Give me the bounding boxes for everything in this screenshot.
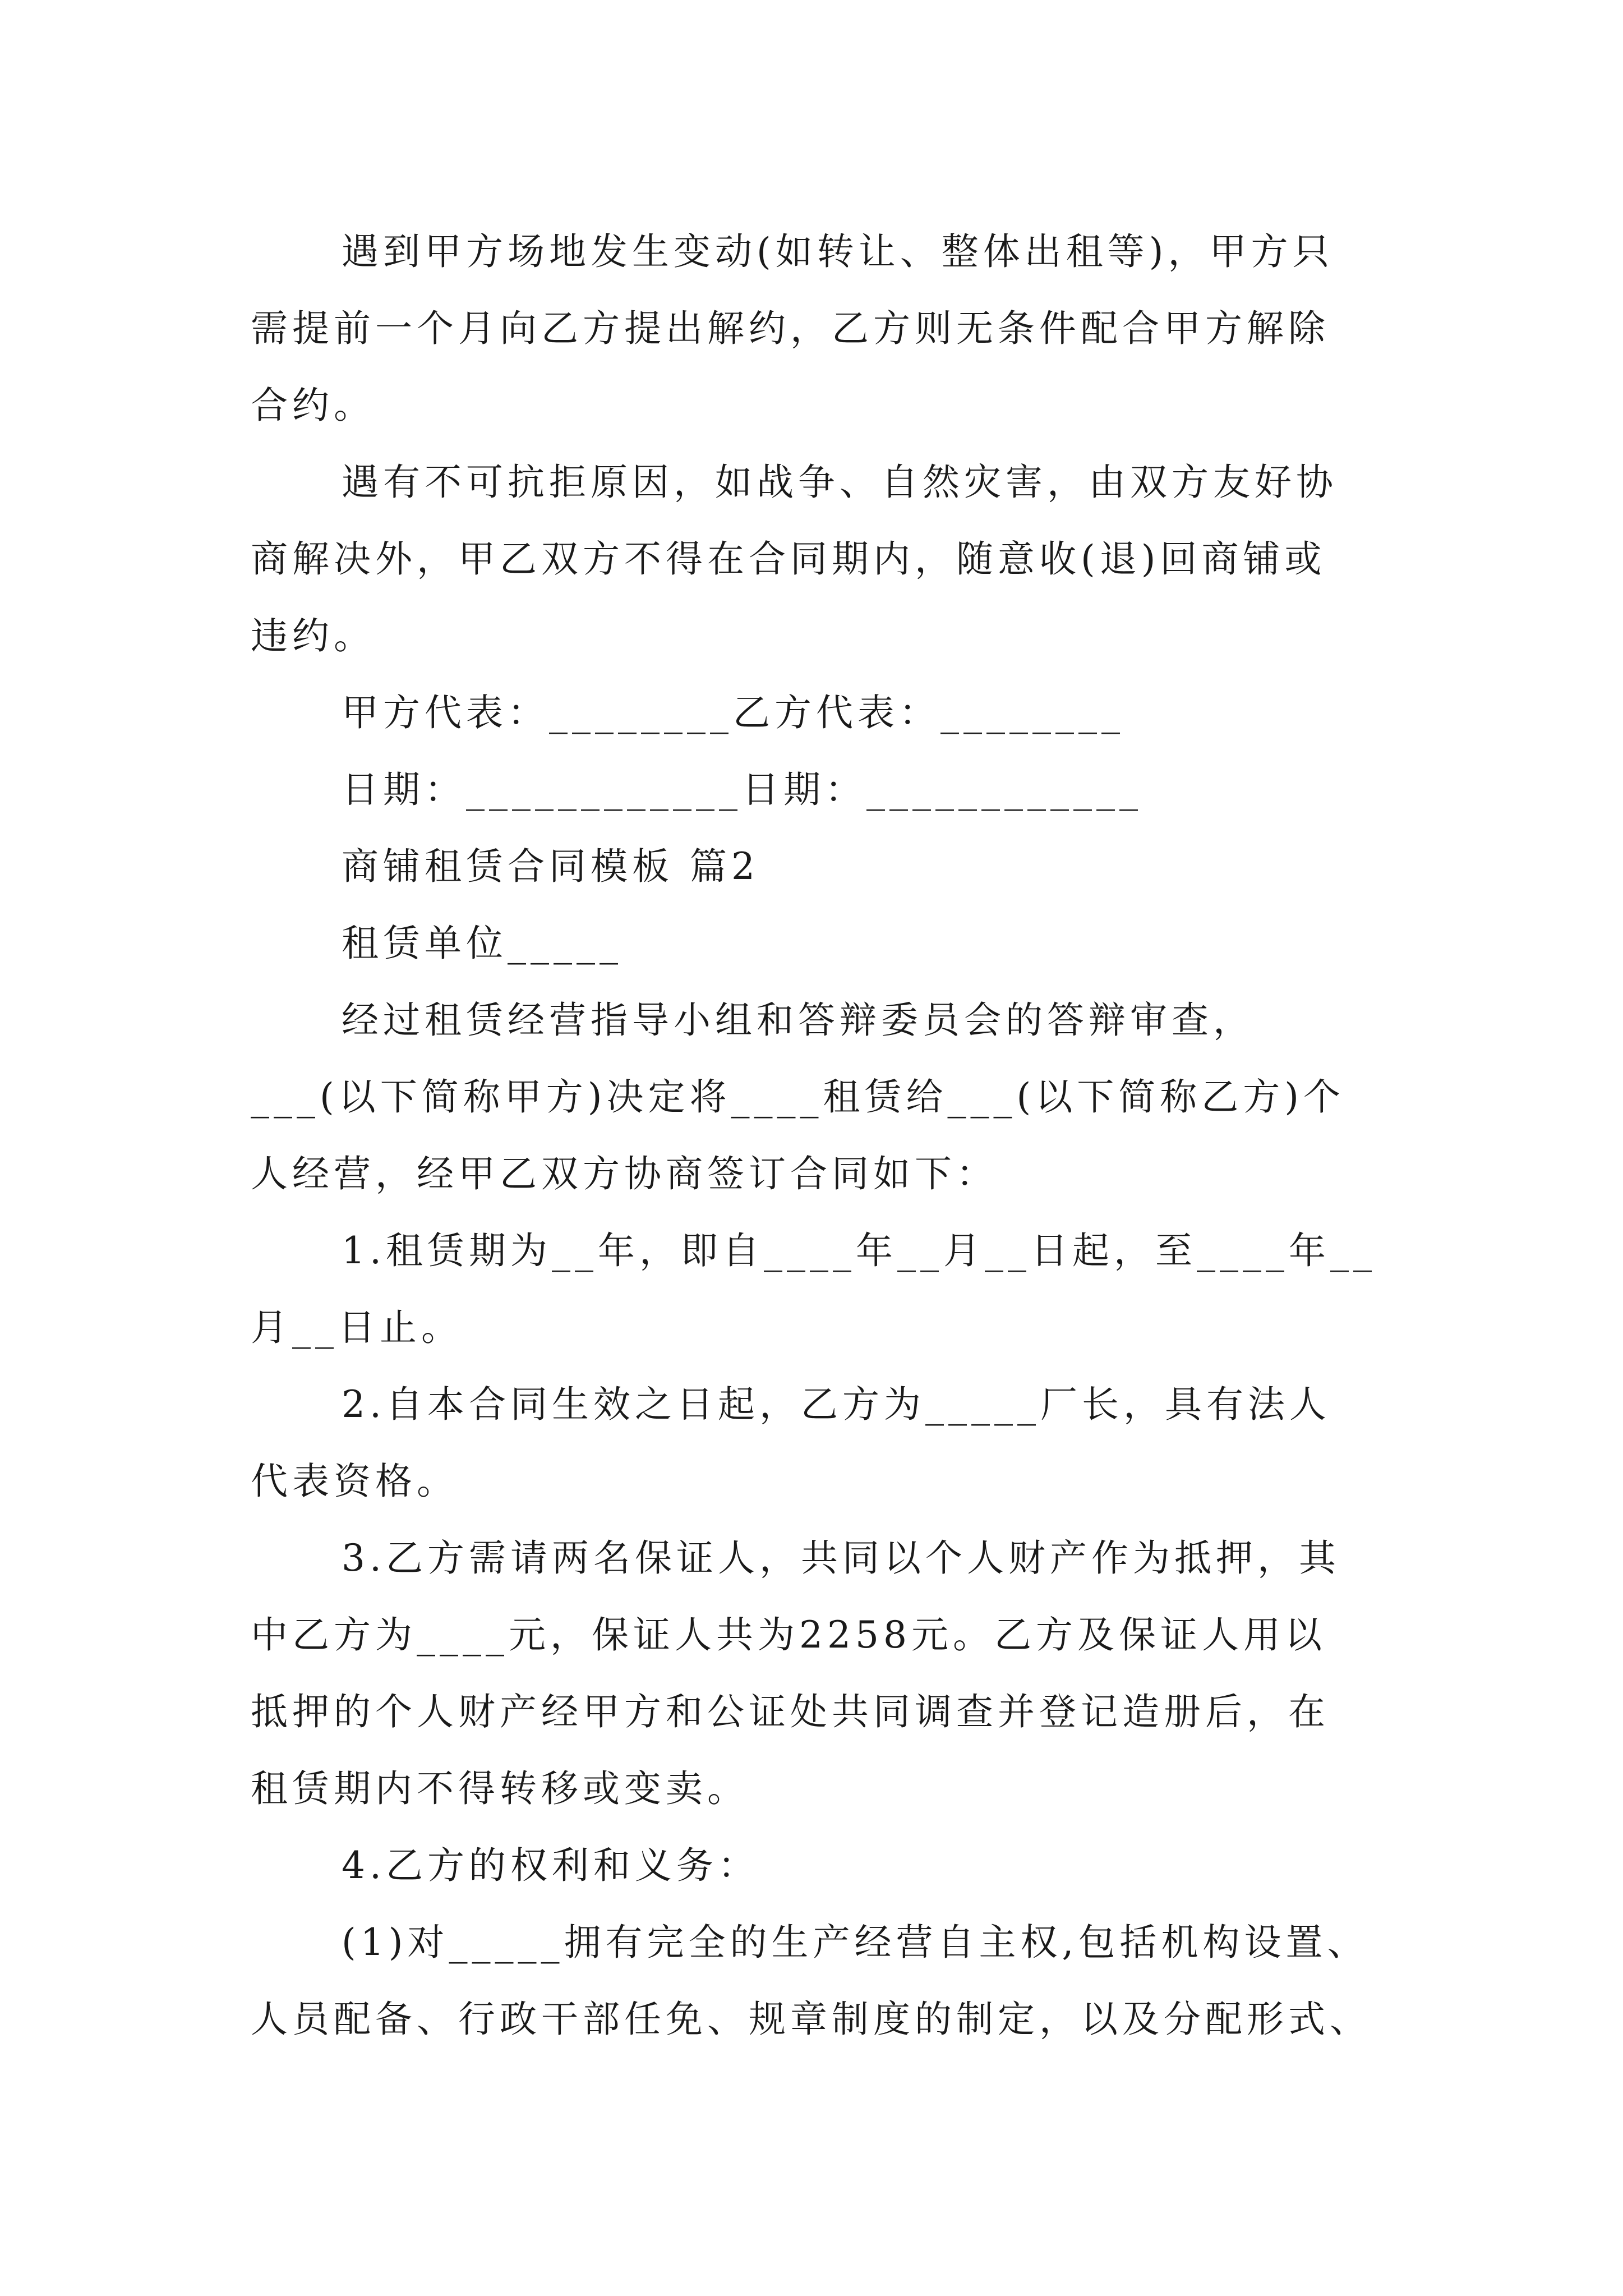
text-line: 商铺租赁合同模板 篇2 <box>342 845 759 888</box>
text-line: 人员配备、行政干部任免、规章制度的制定，以及分配形式、 <box>251 1998 1371 2041</box>
text-line: 抵押的个人财产经甲方和公证处共同调查并登记造册后，在 <box>251 1690 1330 1733</box>
text-line: ___(以下简称甲方)决定将____租赁给___(以下简称乙方)个 <box>251 1075 1345 1119</box>
text-line: 遇到甲方场地发生变动(如转让、整体出租等)，甲方只 <box>342 230 1334 273</box>
text-line: 租赁期内不得转移或变卖。 <box>251 1767 749 1810</box>
text-line: 2.自本合同生效之日起，乙方为_____厂长，具有法人 <box>342 1383 1331 1426</box>
text-line: 商解决外，甲乙双方不得在合同期内，随意收(退)回商铺或 <box>251 537 1326 581</box>
text-line: 违约。 <box>251 614 375 657</box>
text-line: (1)对_____拥有完全的生产经营自主权,包括机构设置、 <box>342 1921 1369 1964</box>
text-line: 4.乙方的权利和义务： <box>342 1844 759 1887</box>
text-line: 1.租赁期为__年，即自____年__月__日起，至____年__ <box>342 1229 1376 1272</box>
document-body <box>251 213 1384 2058</box>
text-line: 人经营，经甲乙双方协商签订合同如下： <box>251 1152 998 1195</box>
text-line: 需提前一个月向乙方提出解约，乙方则无条件配合甲方解除 <box>251 307 1330 350</box>
text-line: 中乙方为____元，保证人共为2258元。乙方及保证人用以 <box>251 1613 1326 1657</box>
text-line: 遇有不可抗拒原因，如战争、自然灾害，由双方友好协 <box>342 461 1338 504</box>
text-line: 甲方代表：________乙方代表：________ <box>342 691 1124 734</box>
text-line: 经过租赁经营指导小组和答辩委员会的答辩审查， <box>342 999 1255 1042</box>
text-line: 合约。 <box>251 384 375 427</box>
text-line: 日期：____________日期：____________ <box>342 768 1142 811</box>
text-line: 租赁单位_____ <box>342 922 623 965</box>
text-line: 3.乙方需请两名保证人，共同以个人财产作为抵押，其 <box>342 1536 1340 1580</box>
text-line: 代表资格。 <box>251 1460 458 1503</box>
text-line: 月__日止。 <box>251 1306 463 1349</box>
